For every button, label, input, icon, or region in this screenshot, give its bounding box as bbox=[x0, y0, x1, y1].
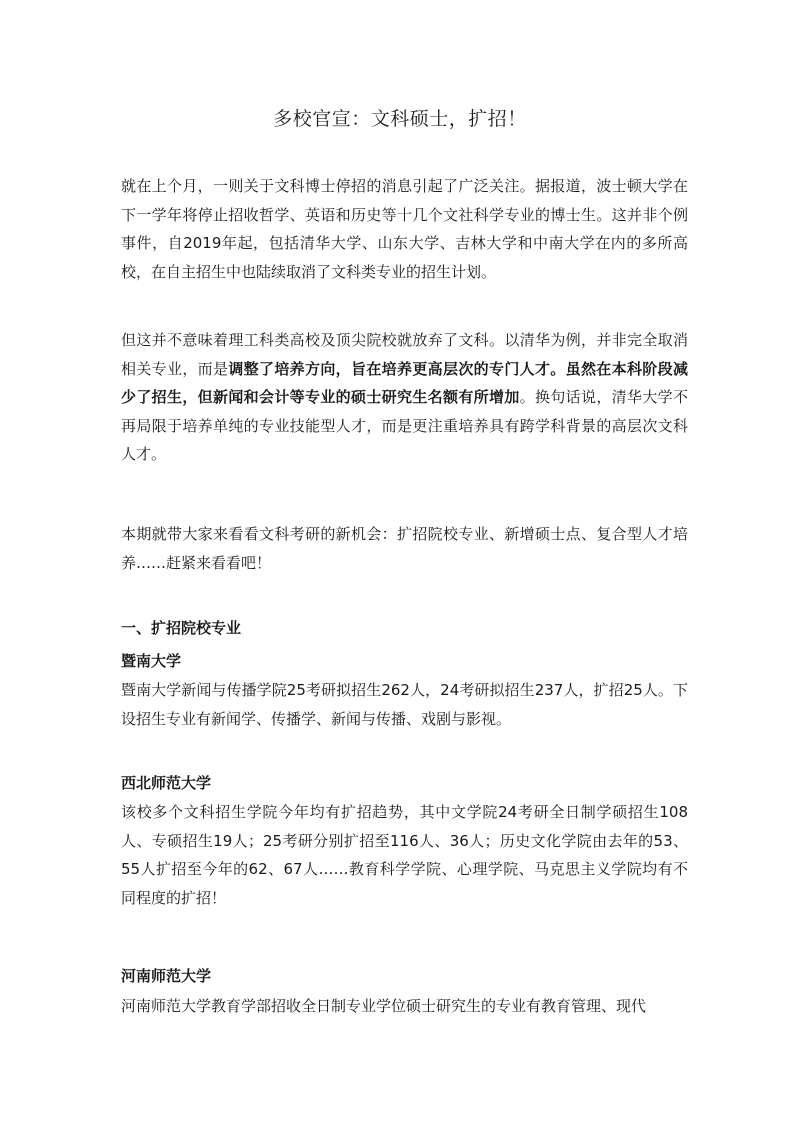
page-title: 多校官宣：文科硕士，扩招！ bbox=[273, 108, 527, 130]
intro-paragraph-2-start: 但这并不意味着理工科类高校及顶尖院校就放弃了文科。以清华为例，并非完全取消相关专业，而是 bbox=[121, 331, 688, 378]
school-name-northwest-normal: 西北师范大学 bbox=[121, 774, 212, 792]
intro-paragraph-2 bbox=[121, 326, 688, 469]
intro-paragraph-3: 本期就带大家来看看文科考研的新机会：扩招院校专业、新增硕士点、复合型人才培养……赶紧来看看吧！ bbox=[121, 525, 688, 572]
section-heading: 一、扩招院校专业 bbox=[121, 619, 242, 637]
school-name-jinan: 暨南大学 bbox=[121, 652, 182, 670]
intro-paragraph-2-end: 。换句话说，清华大学不再局限于培养单纯的专业技能型人才，而是更注重培养具有跨学科背景的高层次文科人才。 bbox=[121, 388, 688, 463]
intro-paragraph-1: 就在上个月，一则关于文科博士停招的消息引起了广泛关注。据报道，波士顿大学在下一学年将停止招收哲学、英语和历史等十几个文社科学专业的博士生。这并非个例事件，自2019年起，包括清华大学、山东大学、吉林大学和中南大学在内的多所高校，在自主招生中也陆续取消了文科类专业的招生计划。 bbox=[121, 177, 688, 281]
school-name-henan-normal: 河南师范大学 bbox=[121, 967, 212, 985]
school-text-jinan: 暨南大学新闻与传播学院25考研拟招生262人，24考研拟招生237人，扩招25人。下设招生专业有新闻学、传播学、新闻与传播、戏剧与影视。 bbox=[121, 681, 688, 728]
intro-paragraph-2-bold: 调整了培养方向，旨在培养更高层次的专门人才。虽然在本科阶段减少了招生，但新闻和会计等专业的硕士研究生名额有所增加 bbox=[121, 359, 688, 406]
school-text-northwest-normal: 该校多个文科招生学院今年均有扩招趋势，其中文学院24考研全日制学硕招生108人、专硕招生19人；25考研分别扩招至116人、36人；历史文化学院由去年的53、55人扩招至今年的62、67人……教育科学学院、心理学院、马克思主义学院均有不同程度的扩招！ bbox=[121, 803, 688, 907]
school-text-henan-normal: 河南师范大学教育学部招收全日制专业学位硕士研究生的专业有教育管理、现代 bbox=[121, 997, 647, 1015]
